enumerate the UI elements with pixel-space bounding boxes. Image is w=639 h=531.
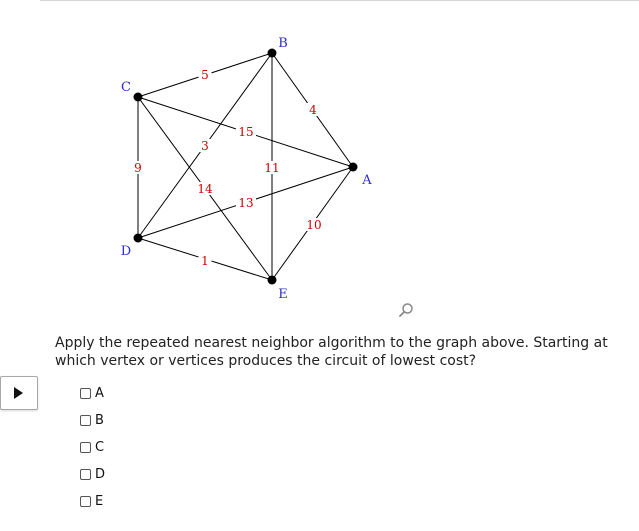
edge-weight-b-e: [262, 161, 282, 175]
vertex-label-c: C: [121, 80, 131, 95]
magnify-icon[interactable]: [398, 302, 414, 318]
checkbox[interactable]: [80, 442, 91, 453]
svg-text:11: 11: [264, 161, 280, 175]
vertex-a: [349, 163, 358, 172]
svg-text:1: 1: [201, 254, 209, 268]
svg-text:15: 15: [238, 125, 254, 139]
svg-text:9: 9: [134, 161, 142, 175]
edge-weight-a-e: [304, 218, 324, 232]
edge-weight-b-c: [199, 68, 212, 82]
option-b[interactable]: [80, 411, 105, 429]
edge-weight-c-e: [195, 182, 215, 196]
svg-text:4: 4: [309, 103, 317, 117]
option-label: A: [95, 385, 104, 401]
svg-text:5: 5: [201, 68, 209, 82]
vertex-c: [134, 93, 143, 102]
vertex-label-e: E: [278, 287, 288, 302]
question-text: Apply the repeated nearest neighbor algorithm to the graph above. Starting at which vertex or vertices produces the circuit of lowest cost?: [55, 335, 608, 369]
play-icon: [14, 387, 23, 399]
edge-weight-d-e: [199, 254, 212, 268]
svg-text:10: 10: [306, 218, 322, 232]
checkbox[interactable]: [80, 496, 91, 507]
option-c[interactable]: [80, 438, 105, 456]
option-d[interactable]: [80, 465, 105, 483]
graph-edges: [132, 53, 354, 280]
edge-weight-d-a: [236, 196, 256, 210]
option-label: B: [95, 412, 104, 428]
play-button[interactable]: [0, 376, 38, 410]
option-a[interactable]: [80, 384, 105, 402]
edge-weight-c-a: [236, 125, 256, 139]
option-label: C: [95, 439, 105, 455]
svg-text:3: 3: [201, 139, 209, 153]
option-e[interactable]: [80, 492, 105, 510]
checkbox[interactable]: [80, 415, 91, 426]
answer-options: [80, 384, 105, 519]
option-label: E: [95, 493, 104, 509]
checkbox[interactable]: [80, 388, 91, 399]
vertex-b: [268, 49, 277, 58]
vertex-e: [268, 276, 277, 285]
vertex-label-a: A: [362, 173, 372, 188]
option-label: D: [95, 466, 106, 482]
checkbox[interactable]: [80, 469, 91, 480]
svg-text:13: 13: [238, 196, 254, 210]
svg-text:14: 14: [197, 182, 213, 196]
vertex-d: [134, 234, 143, 243]
edge-weight-b-a: [307, 103, 320, 117]
edge-weight-c-d: [132, 161, 145, 175]
vertex-label-b: B: [278, 36, 288, 51]
graph-vertices: [121, 36, 373, 302]
edge-weight-b-d: [199, 139, 212, 153]
vertex-label-d: D: [120, 244, 132, 259]
